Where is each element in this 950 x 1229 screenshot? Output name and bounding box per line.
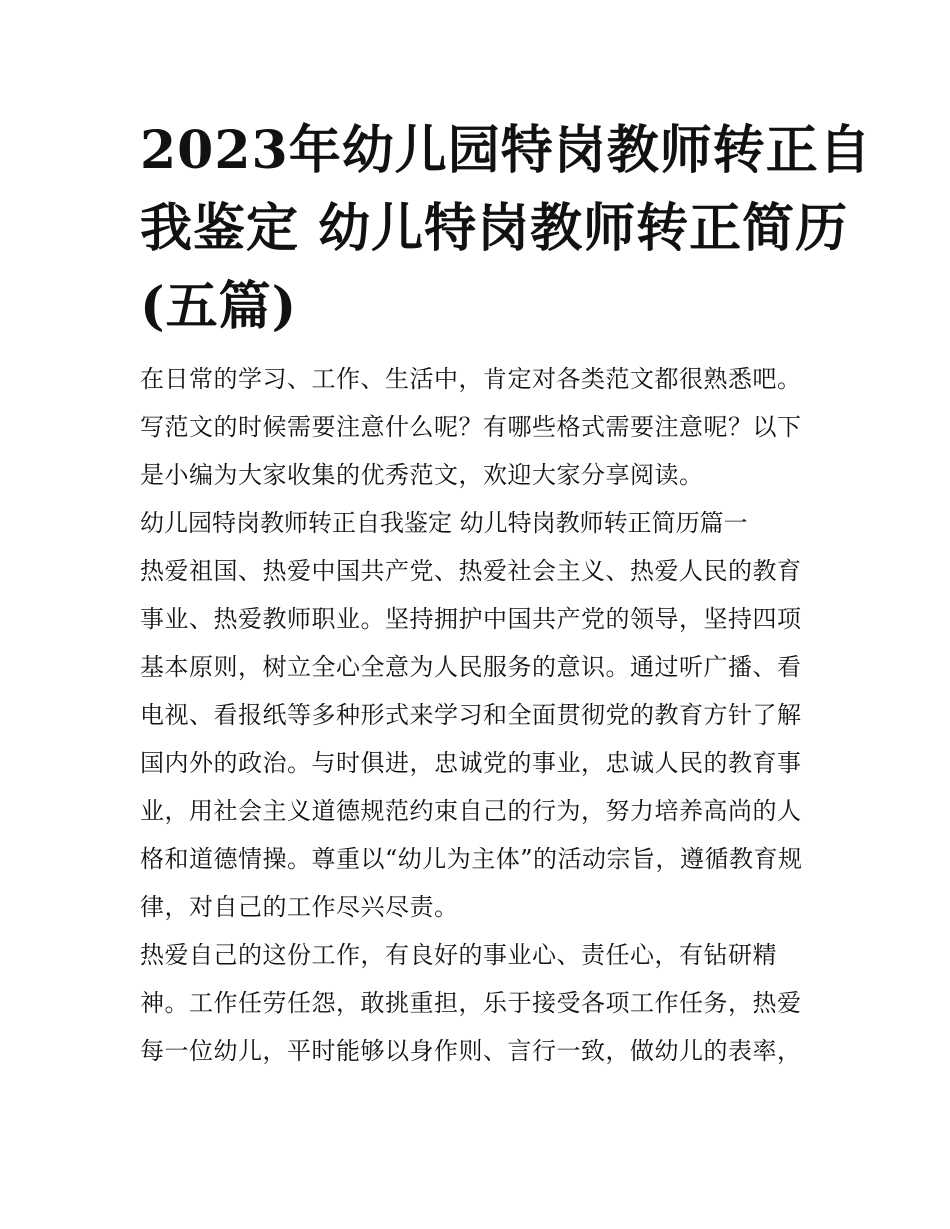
paragraph-line: 格和道德情操。尊重以“幼儿为主体”的活动宗旨，遵循教育规	[140, 845, 803, 873]
paragraph-line: 事业、热爱教师职业。坚持拥护中国共产党的领导，坚持四项	[140, 605, 802, 633]
paragraph-line: 律，对自己的工作尽兴尽责。	[140, 893, 459, 921]
intro-paragraph	[140, 355, 830, 499]
title-line-1: 2023年幼儿园特岗教师转正自	[140, 120, 872, 181]
section-heading: 幼儿园特岗教师转正自我鉴定 幼儿特岗教师转正简历篇一	[140, 509, 748, 537]
paragraph-line: 业，用社会主义道德规范约束自己的行为，努力培养高尚的人	[140, 797, 802, 825]
body-paragraph-1	[140, 547, 830, 931]
intro-line: 是小编为大家收集的优秀范文，欢迎大家分享阅读。	[140, 461, 704, 489]
paragraph-line: 每一位幼儿，平时能够以身作则、言行一致，做幼儿的表率，	[140, 1037, 802, 1065]
paragraph-line: 神。工作任劳任怨，敢挑重担，乐于接受各项工作任务，热爱	[140, 989, 802, 1017]
title-line-2: 我鉴定 幼儿特岗教师转正简历	[140, 198, 849, 259]
intro-line: 写范文的时候需要注意什么呢？有哪些格式需要注意呢？以下	[140, 413, 802, 441]
document-body	[140, 355, 830, 1075]
paragraph-line: 热爱自己的这份工作，有良好的事业心、责任心，有钻研精	[140, 941, 777, 969]
body-paragraph-2	[140, 931, 830, 1075]
title-line-3: (五篇)	[140, 276, 298, 337]
paragraph-line: 电视、看报纸等多种形式来学习和全面贯彻党的教育方针了解	[140, 701, 802, 729]
paragraph-line: 基本原则，树立全心全意为人民服务的意识。通过听广播、看	[140, 653, 802, 681]
intro-line: 在日常的学习、工作、生活中，肯定对各类范文都很熟悉吧。	[140, 365, 802, 393]
document-title	[140, 112, 872, 346]
paragraph-line: 热爱祖国、热爱中国共产党、热爱社会主义、热爱人民的教育	[140, 557, 802, 585]
paragraph-line: 国内外的政治。与时俱进，忠诚党的事业，忠诚人民的教育事	[140, 749, 802, 777]
